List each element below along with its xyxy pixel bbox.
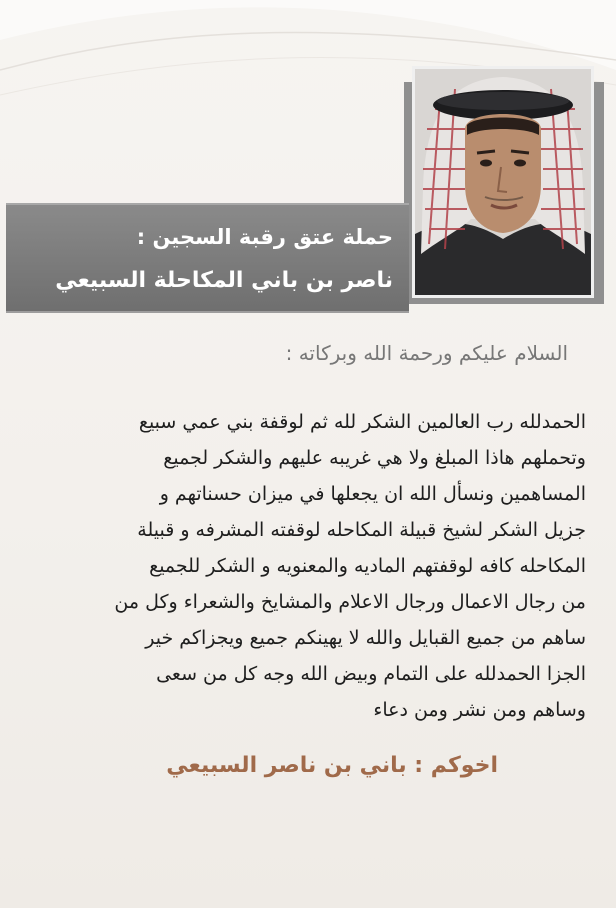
- letter-line: وتحملهم هاذا المبلغ ولا هي غريبه عليهم والشكر لجميع: [163, 447, 586, 469]
- campaign-banner: [6, 203, 409, 313]
- letter-line: المكاحله كافه لوقفتهم الماديه والمعنويه و الشكر للجميع: [149, 555, 586, 577]
- prisoner-photo: [412, 66, 594, 298]
- letter-body: [30, 404, 586, 728]
- letter-line: ساهم من جميع القبايل والله لا يهينكم جميع ويجزاكم خير: [145, 627, 586, 649]
- letter-line: وساهم ومن نشر ومن دعاء: [373, 699, 586, 721]
- portrait-illustration: [415, 69, 591, 295]
- letter-line: من رجال الاعمال ورجال الاعلام والمشايخ والشعراء وكل من: [114, 591, 586, 613]
- prisoner-name: ناصر بن باني المكاحلة السبيعي: [55, 268, 393, 293]
- letter-line: الحمدلله رب العالمين الشكر لله ثم لوقفة بني عمي سبيع: [138, 411, 586, 433]
- letter-line: الجزا الحمدلله على التمام وبيض الله وجه كل من سعى: [156, 663, 586, 685]
- greeting: السلام عليكم ورحمة الله وبركاته :: [285, 341, 568, 365]
- campaign-title: حملة عتق رقبة السجين :: [136, 225, 393, 249]
- letter-line: المساهمين ونسأل الله ان يجعلها في ميزان حسناتهم و: [159, 483, 586, 505]
- letter-line: جزيل الشكر لشيخ قبيلة المكاحله لوقفته المشرفه و قبيلة: [137, 519, 586, 541]
- signature: اخوكم : باني بن ناصر السبيعي: [166, 753, 498, 778]
